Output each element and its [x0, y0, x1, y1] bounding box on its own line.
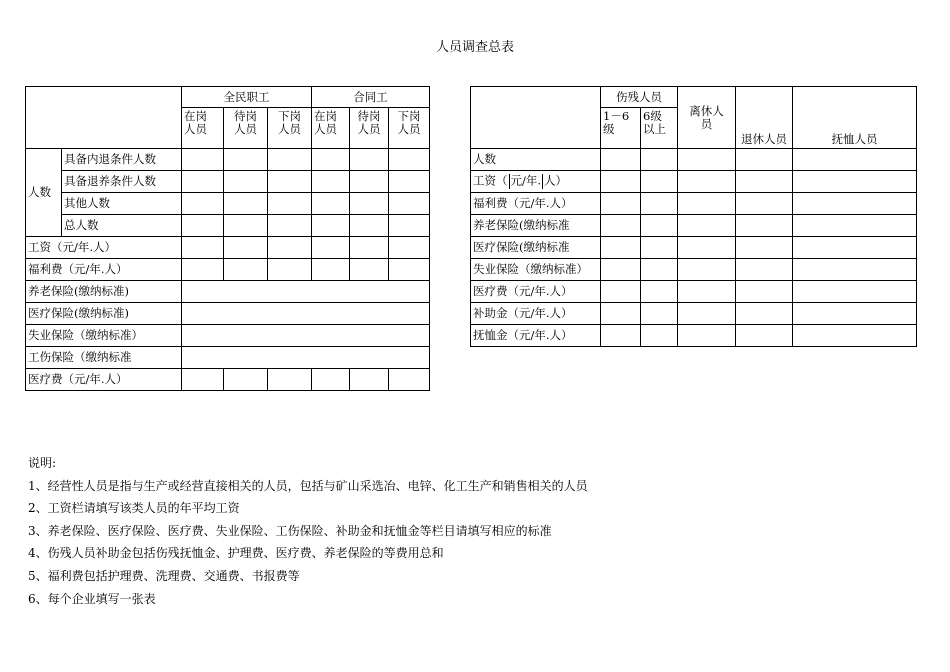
table-row [471, 149, 917, 171]
input-cell[interactable] [601, 171, 641, 193]
input-cell[interactable] [641, 193, 678, 215]
input-cell[interactable] [793, 259, 917, 281]
input-cell[interactable] [601, 259, 641, 281]
subheader-laidoff: 下岗 人员 [268, 108, 312, 149]
input-cell[interactable] [224, 171, 268, 193]
input-cell[interactable] [350, 193, 389, 215]
input-cell[interactable] [601, 215, 641, 237]
table-row [26, 215, 430, 237]
input-cell[interactable] [678, 325, 736, 347]
input-cell[interactable] [389, 259, 430, 281]
row-label: 工资（ 元/年. 人） [471, 171, 601, 193]
input-cell[interactable] [389, 369, 430, 391]
input-cell[interactable] [312, 259, 350, 281]
input-cell[interactable] [182, 237, 224, 259]
input-cell-wide[interactable] [182, 325, 430, 347]
header-quanmin: 全民职工 [182, 87, 312, 108]
input-cell[interactable] [350, 259, 389, 281]
subheader-waiting: 待岗 人员 [224, 108, 268, 149]
table-row [471, 259, 917, 281]
input-cell[interactable] [736, 171, 793, 193]
table-row [471, 171, 917, 193]
input-cell[interactable] [389, 149, 430, 171]
note-item: 3、养老保险、医疗保险、医疗费、失业保险、工伤保险、补助金和抚恤金等栏目请填写相应的标准 [28, 523, 552, 538]
row-label: 医疗保险(缴纳标准) [26, 303, 182, 325]
corner-cell [471, 87, 601, 149]
table-row [471, 325, 917, 347]
input-cell[interactable] [312, 171, 350, 193]
row-label: 工资（元/年.人） [26, 237, 182, 259]
input-cell[interactable] [678, 303, 736, 325]
subheader-onduty-contract: 在岗 人员 [312, 108, 350, 149]
input-cell[interactable] [182, 193, 224, 215]
subheader-grade-1-6: 1－6 级 [601, 108, 641, 149]
header-tuixiu: 退休人员 [736, 87, 793, 149]
notes-section [28, 452, 588, 610]
table-row [26, 303, 430, 325]
input-cell[interactable] [641, 215, 678, 237]
staff-survey-table-right [470, 86, 917, 347]
input-cell[interactable] [350, 215, 389, 237]
input-cell[interactable] [601, 149, 641, 171]
input-cell[interactable] [268, 237, 312, 259]
row-label: 医疗费（元/年.人） [26, 369, 182, 391]
row-label: 具备退养条件人数 [62, 171, 182, 193]
row-label: 福利费（元/年.人） [471, 193, 601, 215]
input-cell[interactable] [601, 281, 641, 303]
input-cell[interactable] [793, 281, 917, 303]
input-cell[interactable] [224, 259, 268, 281]
input-cell[interactable] [268, 193, 312, 215]
subheader-onduty: 在岗 人员 [182, 108, 224, 149]
input-cell[interactable] [389, 237, 430, 259]
input-cell[interactable] [389, 193, 430, 215]
input-cell[interactable] [641, 281, 678, 303]
input-cell[interactable] [268, 259, 312, 281]
input-cell[interactable] [389, 215, 430, 237]
note-item: 5、福利费包括护理费、洗理费、交通费、书报费等 [28, 568, 300, 583]
note-item: 2、工资栏请填写该类人员的年平均工资 [28, 501, 240, 516]
row-label: 失业保险（缴纳标准） [471, 259, 601, 281]
input-cell-wide[interactable] [182, 281, 430, 303]
input-cell[interactable] [678, 281, 736, 303]
input-cell-wide[interactable] [182, 303, 430, 325]
input-cell[interactable] [641, 325, 678, 347]
input-cell[interactable] [224, 149, 268, 171]
input-cell[interactable] [389, 171, 430, 193]
table-row [26, 193, 430, 215]
input-cell[interactable] [736, 303, 793, 325]
input-cell[interactable] [641, 171, 678, 193]
row-label: 总人数 [62, 215, 182, 237]
input-cell[interactable] [312, 369, 350, 391]
row-label: 人数 [471, 149, 601, 171]
input-cell[interactable] [678, 215, 736, 237]
table-row [26, 149, 430, 171]
input-cell[interactable] [678, 149, 736, 171]
input-cell[interactable] [350, 369, 389, 391]
row-label: 补助金（元/年.人） [471, 303, 601, 325]
subheader-laidoff-contract: 下岗 人员 [389, 108, 430, 149]
input-cell[interactable] [182, 215, 224, 237]
table-row [471, 215, 917, 237]
input-cell[interactable] [224, 237, 268, 259]
subheader-waiting-contract: 待岗 人员 [350, 108, 389, 149]
input-cell[interactable] [268, 215, 312, 237]
input-cell[interactable] [182, 259, 224, 281]
input-cell[interactable] [736, 281, 793, 303]
table-row [471, 237, 917, 259]
input-cell[interactable] [678, 193, 736, 215]
input-cell[interactable] [182, 171, 224, 193]
input-cell[interactable] [268, 171, 312, 193]
input-cell[interactable] [601, 193, 641, 215]
input-cell[interactable] [601, 325, 641, 347]
table-row [26, 259, 430, 281]
note-item: 6、每个企业填写一张表 [28, 591, 156, 606]
input-cell[interactable] [312, 215, 350, 237]
row-label: 失业保险（缴纳标准） [26, 325, 182, 347]
header-hetong: 合同工 [312, 87, 430, 108]
table-row [26, 281, 430, 303]
input-cell[interactable] [182, 149, 224, 171]
row-label: 工伤保险（缴纳标准 [26, 347, 182, 369]
row-label: 养老保险(缴纳标准 [471, 215, 601, 237]
table-row [26, 237, 430, 259]
row-label: 养老保险(缴纳标准) [26, 281, 182, 303]
row-label: 医疗保险(缴纳标准 [471, 237, 601, 259]
header-fuxu: 抚恤人员 [793, 87, 917, 149]
input-cell[interactable] [312, 237, 350, 259]
input-cell[interactable] [601, 303, 641, 325]
input-cell[interactable] [736, 259, 793, 281]
table-row [26, 325, 430, 347]
table-row [471, 193, 917, 215]
input-cell[interactable] [350, 237, 389, 259]
note-item: 4、伤残人员补助金包括伤残抚恤金、护理费、医疗费、养老保险的等费用总和 [28, 546, 444, 561]
staff-survey-table-left [25, 86, 430, 391]
input-cell[interactable] [350, 171, 389, 193]
input-cell[interactable] [793, 171, 917, 193]
table-row [471, 303, 917, 325]
input-cell[interactable] [793, 215, 917, 237]
input-cell[interactable] [641, 149, 678, 171]
notes-heading: 说明: [28, 456, 57, 470]
input-cell[interactable] [312, 149, 350, 171]
input-cell[interactable] [736, 325, 793, 347]
row-label: 其他人数 [62, 193, 182, 215]
input-cell[interactable] [793, 303, 917, 325]
input-cell[interactable] [350, 149, 389, 171]
input-cell[interactable] [312, 193, 350, 215]
input-cell-wide[interactable] [182, 347, 430, 369]
input-cell[interactable] [641, 259, 678, 281]
input-cell[interactable] [268, 369, 312, 391]
divider-line [542, 174, 543, 189]
input-cell[interactable] [793, 149, 917, 171]
input-cell[interactable] [641, 303, 678, 325]
input-cell[interactable] [678, 259, 736, 281]
renshu-label: 人数 [26, 149, 62, 237]
input-cell[interactable] [736, 193, 793, 215]
input-cell[interactable] [182, 369, 224, 391]
row-label: 抚恤金（元/年.人） [471, 325, 601, 347]
input-cell[interactable] [224, 193, 268, 215]
note-item: 1、经营性人员是指与生产或经营直接相关的人员，包括与矿山采选冶、电锌、化工生产和销售相关的人员 [28, 478, 588, 493]
input-cell[interactable] [224, 369, 268, 391]
row-label: 福利费（元/年.人） [26, 259, 182, 281]
input-cell[interactable] [736, 149, 793, 171]
input-cell[interactable] [268, 149, 312, 171]
input-cell[interactable] [641, 237, 678, 259]
input-cell[interactable] [678, 237, 736, 259]
table-row [26, 369, 430, 391]
input-cell[interactable] [736, 237, 793, 259]
row-label: 具备内退条件人数 [62, 149, 182, 171]
input-cell[interactable] [224, 215, 268, 237]
row-label: 医疗费（元/年.人） [471, 281, 601, 303]
input-cell[interactable] [678, 171, 736, 193]
corner-cell [26, 87, 182, 149]
input-cell[interactable] [793, 325, 917, 347]
table-row [26, 347, 430, 369]
input-cell[interactable] [793, 237, 917, 259]
input-cell[interactable] [601, 237, 641, 259]
page-title: 人员调查总表 [435, 40, 514, 55]
header-disabled: 伤残人员 [601, 87, 678, 108]
table-row [471, 281, 917, 303]
input-cell[interactable] [793, 193, 917, 215]
divider-line [509, 174, 510, 189]
input-cell[interactable] [736, 215, 793, 237]
header-lixiu: 离休人 员 [678, 87, 736, 149]
table-row [26, 171, 430, 193]
subheader-grade-6-plus: 6级 以上 [641, 108, 678, 149]
